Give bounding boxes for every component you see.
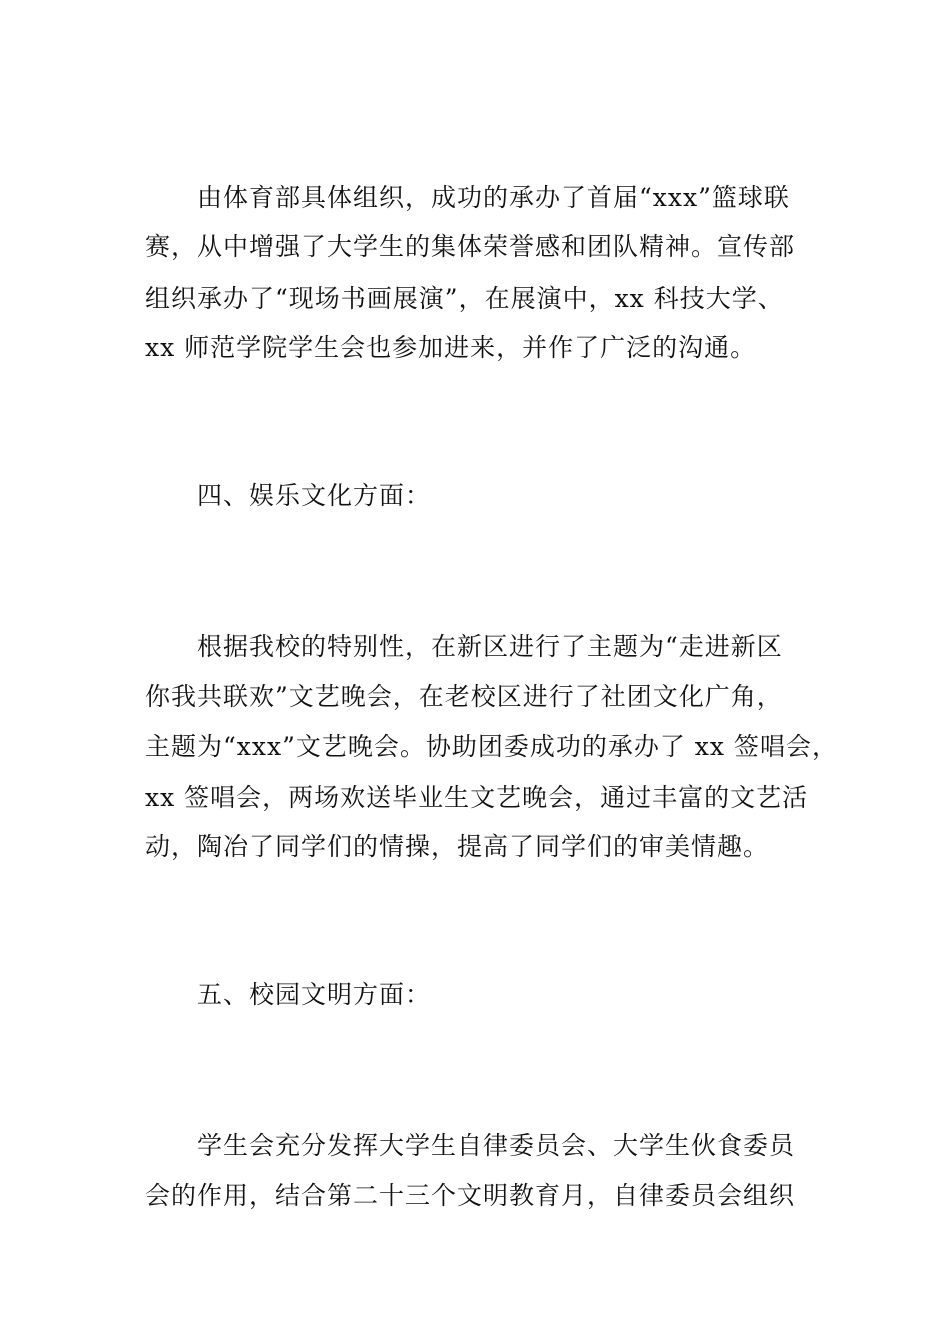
section-heading-entertainment: 四、娱乐文化方面：	[197, 481, 432, 510]
paragraph-line: 由体育部具体组织，成功的承办了首届“xxx”篮球联	[197, 183, 790, 212]
paragraph-line: 组织承办了“现场书画展演”，在展演中，xx 科技大学、	[145, 284, 784, 313]
paragraph-line: 主题为“xxx”文艺晚会。协助团委成功的承办了 xx 签唱会，	[145, 732, 838, 761]
paragraph-line: 赛，从中增强了大学生的集体荣誉感和团队精神。宣传部	[145, 232, 796, 261]
section-heading-campus-civility: 五、校园文明方面：	[197, 980, 432, 1009]
paragraph-line: xx 师范学院学生会也参加进来，并作了广泛的沟通。	[145, 333, 757, 362]
paragraph-line: 会的作用，结合第二十三个文明教育月，自律委员会组织	[145, 1181, 796, 1210]
paragraph-line: 你我共联欢”文艺晚会，在老校区进行了社团文化广角，	[145, 682, 783, 711]
paragraph-line: 根据我校的特别性，在新区进行了主题为“走进新区	[197, 632, 783, 661]
paragraph-line: 动，陶冶了同学们的情操，提高了同学们的审美情趣。	[145, 832, 770, 861]
paragraph-line: xx 签唱会，两场欢送毕业生文艺晚会，通过丰富的文艺活	[145, 783, 809, 812]
paragraph-line: 学生会充分发挥大学生自律委员会、大学生伙食委员	[197, 1131, 796, 1160]
